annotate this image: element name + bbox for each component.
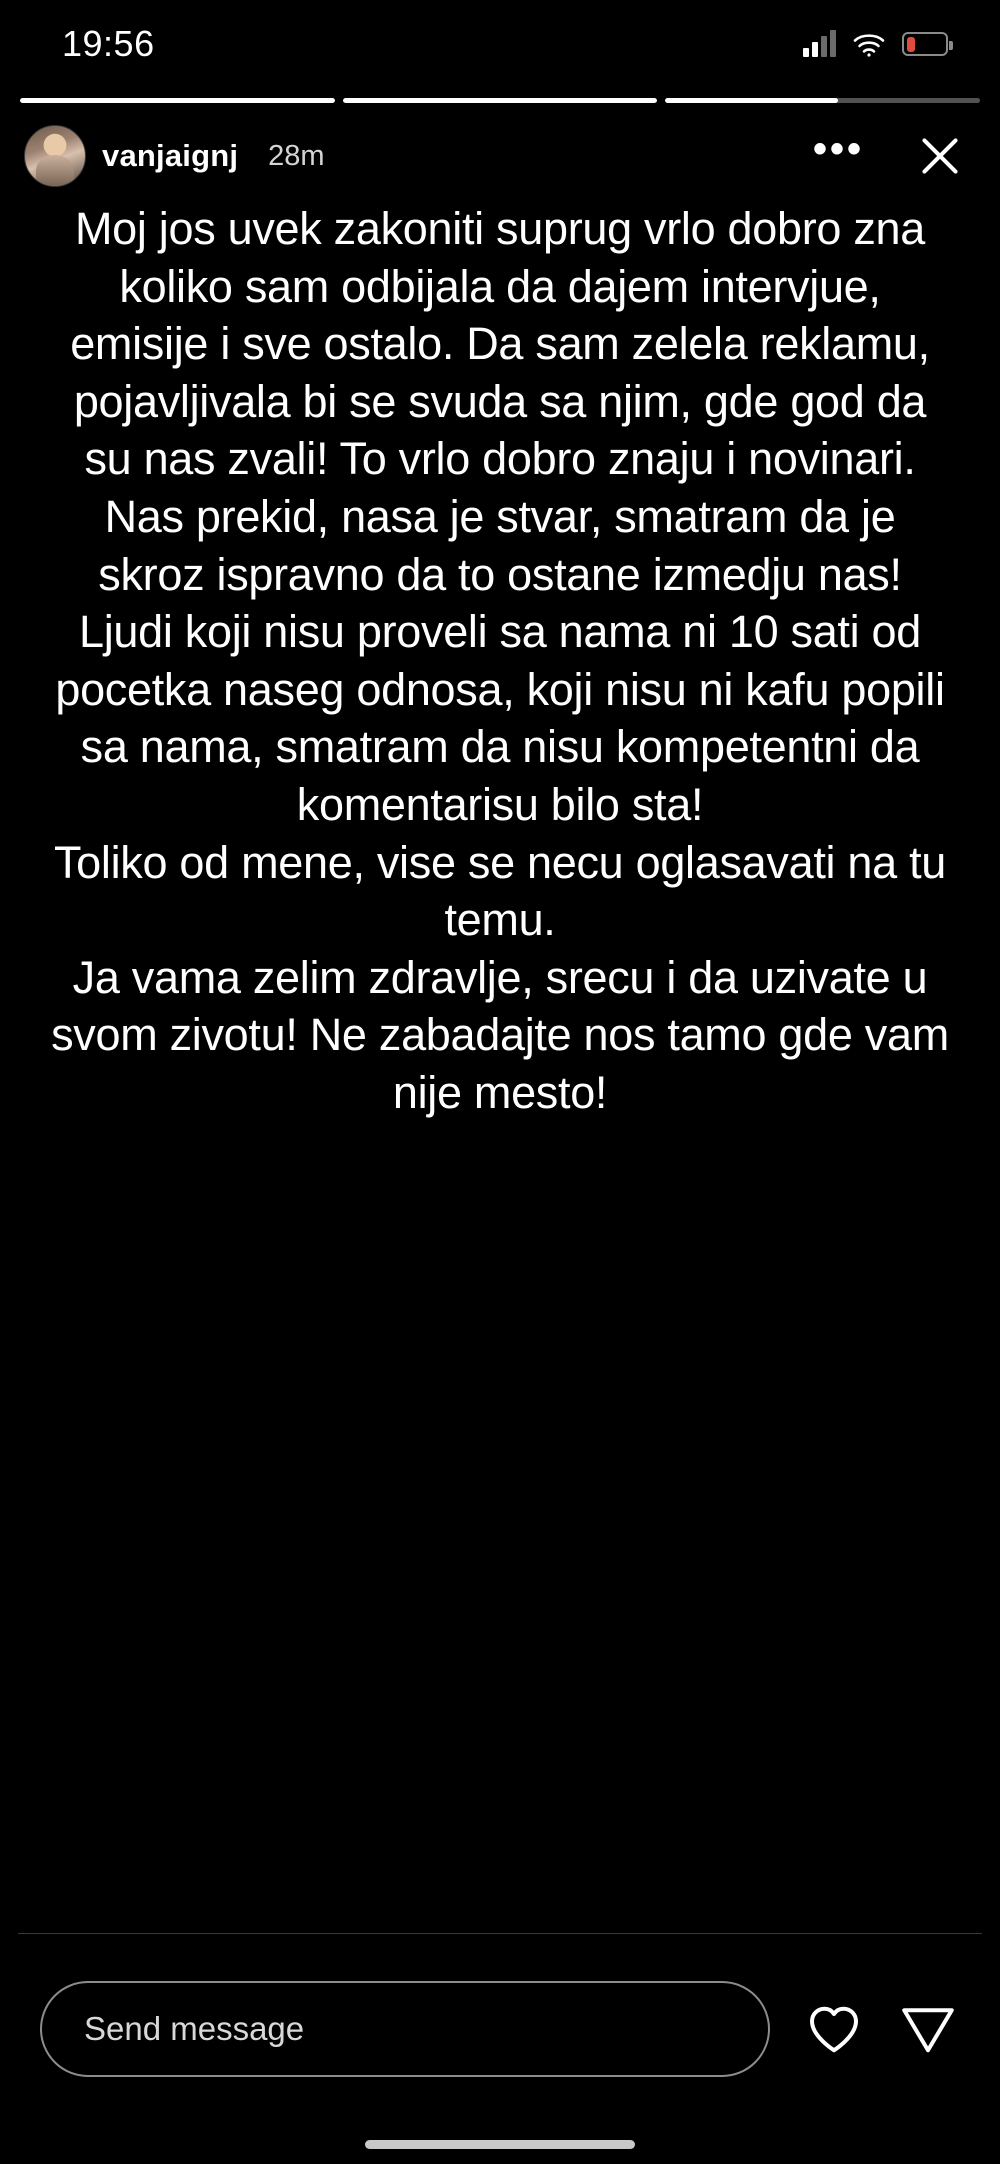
cellular-signal-icon — [803, 31, 836, 57]
wifi-icon — [852, 31, 886, 57]
progress-segment[interactable] — [343, 98, 658, 103]
status-time: 19:56 — [62, 23, 155, 64]
send-paper-plane-icon[interactable] — [898, 1999, 958, 2059]
story-progress-bar[interactable] — [0, 88, 1000, 104]
status-indicators — [803, 31, 948, 57]
progress-segment[interactable] — [20, 98, 335, 103]
story-footer — [0, 1934, 1000, 2124]
story-text: Moj jos uvek zakoniti suprug vrlo dobro zna koliko sam odbijala da dajem intervjue, emisije i sve ostalo. Da sam zelela reklamu, pojavljivala bi se svuda sa njim, gde god da su nas zvali! To vrlo dobro znaju i novinari. Nas prekid, nasa je stvar, smatram da je skroz ispravno da to ostane izmedju nas! Ljudi koji nisu proveli sa nama ni 10 sati od pocetka naseg odnosa, koji nisu ni kafu popili sa nama, smatram da nisu kompetentni da komentarisu bilo sta! Toliko od mene, vise se necu oglasavati na tu temu. Ja vama zelim zdravlje, srecu i da uzivate u svom zivotu! Ne zabadajte nos tamo gde vam nije mesto! — [51, 203, 949, 1118]
story-header — [0, 104, 1000, 190]
progress-segment[interactable] — [665, 98, 980, 103]
story-username[interactable]: vanjaignj — [102, 138, 239, 173]
send-message-input[interactable]: Send message — [40, 1981, 770, 2077]
home-indicator — [0, 2124, 1000, 2164]
heart-icon[interactable] — [804, 1999, 864, 2059]
story-timestamp: 28m — [268, 139, 325, 172]
battery-low-icon — [902, 32, 948, 56]
more-options-icon[interactable]: ••• — [812, 127, 864, 171]
close-icon[interactable] — [914, 130, 966, 182]
story-content — [0, 190, 1000, 1933]
home-bar[interactable] — [365, 2140, 635, 2149]
status-bar — [0, 0, 1000, 88]
avatar[interactable] — [24, 125, 86, 187]
